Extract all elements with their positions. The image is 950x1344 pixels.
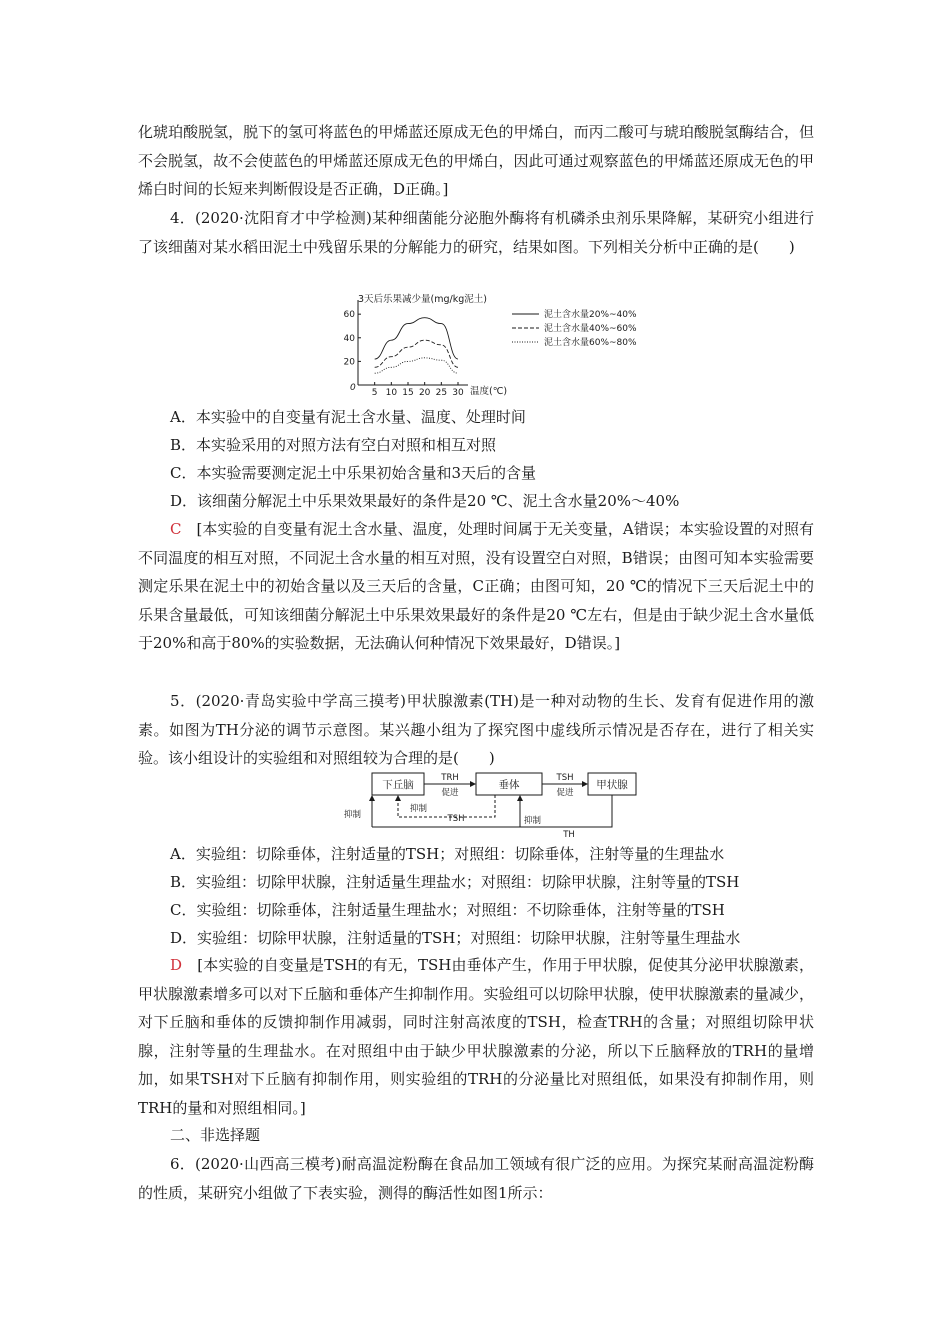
legend-label-2: 泥土含水量40%~60% <box>544 324 637 334</box>
q4-line-chart <box>344 292 664 396</box>
q4-option-a: A．本实验中的自变量有泥土含水量、温度、处理时间 <box>170 408 526 426</box>
q5-option-c: C．实验组：切除垂体，注射适量生理盐水；对照组：不切除垂体，注射等量的TSH <box>170 901 725 919</box>
q4-option-b: B．本实验采用的对照方法有空白对照和相互对照 <box>170 436 497 454</box>
q4-explanation: [本实验的自变量有泥土含水量、温度，处理时间属于无关变量，A错误；本实验设置的对照有不同温度的相互对照，不同泥土含水量的相互对照，没有设置空白对照，B错误；由图可知本实验需要测定乐果在泥土中的初始含量以及三天后的含量，C正确；由图可知，20 ℃的情况下三天后泥土中的乐果含量最低，可知该细菌分解泥土中乐果效果最好的条件是20 ℃左右，但是由于缺少泥土含水量低于20%和高于80%的实验数据，无法确认何种情况下效果最好，D错误。] <box>138 520 814 652</box>
dashed-tsh-head <box>395 795 401 801</box>
label-inhibit-right: 抑制 <box>524 816 542 826</box>
y-tick-label: 20 <box>344 357 355 368</box>
label-tsh: TSH <box>556 773 574 783</box>
q4-option-c: C．本实验需要测定泥土中乐果初始含量和3天后的含量 <box>170 464 537 482</box>
q5-answer-letter: D <box>170 956 183 974</box>
question-4-stem: 4．(2020·沈阳育才中学检测)某种细菌能分泌胞外酶将有机磷杀虫剂乐果降解，某研究小组进行了该细菌对某水稻田泥土中残留乐果的分解能力的研究，结果如图。下列相关分析中正确的是( ) <box>138 209 814 256</box>
section-title-non-choice: 二、非选择题 <box>170 1126 261 1144</box>
q4-answer-letter: C <box>170 520 182 538</box>
chart-series-group <box>375 318 458 373</box>
box-pituitary-label: 垂体 <box>498 779 520 791</box>
label-promote-1: 促进 <box>441 788 459 798</box>
arrow-tsh-head <box>582 781 588 787</box>
x-tick-label: 25 <box>435 388 448 396</box>
q5-option-b: B．实验组：切除甲状腺，注射适量生理盐水；对照组：切除甲状腺，注射等量的TSH <box>170 873 740 891</box>
chart-ylabel: 3天后乐果减少量(mg/kg泥土) <box>358 294 487 305</box>
y-tick-label: 40 <box>344 333 355 344</box>
arrow-trh-head <box>470 781 476 787</box>
series-line-3 <box>375 358 458 373</box>
x-tick-label: 10 <box>385 388 398 396</box>
x-tick-label: 15 <box>402 388 414 396</box>
question-6-stem: 6．(2020·山西高三模考)耐高温淀粉酶在食品加工领域有很广泛的应用。为探究某耐高温淀粉酶的性质，某研究小组做了下表实验，测得的酶活性如图1所示： <box>138 1155 814 1202</box>
x-tick-label: 20 <box>418 388 431 396</box>
label-inhibit-mid: 抑制 <box>410 804 428 814</box>
feedback-pituitary-head <box>517 795 523 801</box>
box-thyroid-label: 甲状腺 <box>596 779 628 791</box>
label-trh: TRH <box>441 773 459 783</box>
label-tsh-dashed: TSH <box>447 814 465 824</box>
paragraph-continued-answer: 化琥珀酸脱氢，脱下的氢可将蓝色的甲烯蓝还原成无色的甲烯白，而丙二酸可与琥珀酸脱氢酶结合，但不会脱氢，故不会使蓝色的甲烯蓝还原成无色的甲烯白，因此可通过观察蓝色的甲烯蓝还原成无色的甲烯白时间的长短来判断假设是否正确，D正确。] <box>138 123 814 198</box>
feedback-th-head <box>369 795 375 801</box>
y-tick-label: 60 <box>344 310 355 321</box>
question-5-stem: 5．(2020·青岛实验中学高三摸考)甲状腺激素(TH)是一种对动物的生长、发育有促进作用的激素。如图为TH分泌的调节示意图。某兴趣小组为了探究图中虚线所示情况是否存在，进行了相关实验。该小组设计的实验组和对照组较为合理的是( ) <box>138 692 814 767</box>
label-th: TH <box>563 830 575 840</box>
q4-option-d: D．该细菌分解泥土中乐果效果最好的条件是20 ℃、泥土含水量20%～40% <box>170 492 680 510</box>
legend-label-3: 泥土含水量60%~80% <box>544 338 637 348</box>
q4-answer-paragraph <box>138 515 814 658</box>
chart-legend <box>512 308 637 348</box>
feedback-th-line <box>372 795 612 827</box>
q5-answer-paragraph <box>138 951 814 1122</box>
chart-xlabel: 温度(℃) <box>470 386 508 396</box>
label-inhibit-left: 抑制 <box>344 810 362 820</box>
q5-explanation: [本实验的自变量是TSH的有无，TSH由垂体产生，作用于甲状腺，促使其分泌甲状腺激素，甲状腺激素增多可以对下丘脑和垂体产生抑制作用。实验组可以切除甲状腺，使甲状腺激素的量减少，对下丘脑和垂体的反馈抑制作用减弱，同时注射高浓度的TSH，检查TRH的含量；对照组切除甲状腺，注射等量的生理盐水。在对照组中由于缺少甲状腺激素的分泌，所以下丘脑释放的TRH的量增加，如果TSH对下丘脑有抑制作用，则实验组的TRH的分泌量比对照组低，如果没有抑制作用，则TRH的量和对照组相同。] <box>138 956 814 1117</box>
x-tick-label: 5 <box>371 388 378 396</box>
legend-label-1: 泥土含水量20%~40% <box>544 310 637 320</box>
series-line-2 <box>375 340 458 367</box>
series-line-1 <box>375 318 458 359</box>
q5-option-d: D．实验组：切除甲状腺，注射适量的TSH；对照组：切除甲状腺，注射等量生理盐水 <box>170 929 741 947</box>
q5-option-a: A．实验组：切除垂体，注射适量的TSH；对照组：切除垂体，注射等量的生理盐水 <box>170 845 725 863</box>
box-hypothalamus-label: 下丘脑 <box>382 779 414 791</box>
chart-origin-label: 0 <box>350 383 356 393</box>
label-promote-2: 促进 <box>556 788 574 798</box>
chart-x-ticks <box>372 382 464 396</box>
x-tick-label: 30 <box>452 388 464 396</box>
